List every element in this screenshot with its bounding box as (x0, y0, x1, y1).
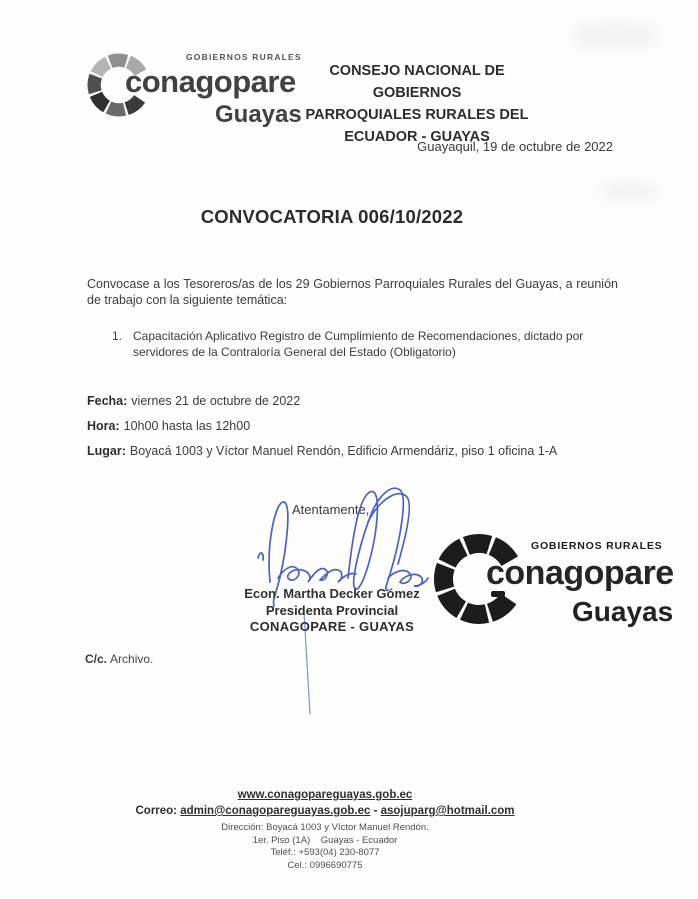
cc-label: C/c. (85, 652, 108, 666)
footer-phone: Teléf.: +593(04) 230-8077 (270, 847, 380, 858)
dateline: Guayaquil, 19 de octubre de 2022 (417, 139, 613, 154)
detail-hora (87, 419, 250, 433)
logo-region: Guayas (215, 101, 302, 128)
closing-salutation: Atentamente, (292, 502, 370, 517)
signer-name: Econ. Martha Decker Gómez (244, 586, 420, 601)
footer (60, 789, 590, 872)
stamp-wordmark: conagopare (486, 554, 674, 592)
org-title (288, 60, 546, 148)
signer-role: Presidenta Provincial (265, 603, 399, 618)
scan-smudge (570, 20, 660, 50)
logo-top-label: GOBIERNOS RURALES (186, 52, 302, 62)
detail-label: Hora: (87, 419, 120, 433)
list-item (112, 329, 582, 360)
footer-email-separator: - (370, 805, 381, 817)
footer-correo-line (60, 805, 590, 817)
footer-correo-label: Correo: (135, 805, 178, 817)
footer-address-1: Dirección: Boyacá 1003 y Víctor Manuel Rendón. (221, 822, 429, 833)
cc-value: Archivo. (110, 652, 154, 666)
footer-address-2: 1er. Piso (1A) Guayas - Ecuador (252, 834, 398, 846)
org-title-line: PARROQUIALES RURALES DEL (305, 107, 529, 123)
detail-label: Lugar: (87, 444, 126, 458)
detail-fecha (87, 394, 300, 408)
detail-value: viernes 21 de octubre de 2022 (131, 394, 301, 408)
cc-line (85, 652, 153, 666)
handwritten-signature (248, 482, 448, 720)
footer-email-1: admin@conagopareguayas.gob.ec (180, 805, 371, 817)
detail-lugar (87, 444, 557, 458)
footer-website: www.conagopareguayas.gob.ec (237, 789, 413, 801)
signer-organization: CONAGOPARE - GUAYAS (249, 619, 415, 634)
logo-wordmark: conagopare (125, 64, 296, 99)
document-title: CONVOCATORIA 006/10/2022 (200, 206, 464, 227)
detail-value: Boyacá 1003 y Víctor Manuel Rendón, Edificio Armendáriz, piso 1 oficina 1-A (129, 444, 558, 458)
scan-smudge (600, 180, 660, 202)
list-item-text: Capacitación Aplicativo Registro de Cumplimiento de Recomendaciones, dictado por servidores de la Contraloría General del Estado (Obligatorio) (133, 329, 584, 359)
org-title-line: CONSEJO NACIONAL DE GOBIERNOS (329, 63, 505, 101)
list-item-number: 1. (112, 329, 123, 343)
org-title-line: ECUADOR - GUAYAS (344, 129, 490, 145)
stamp-region: Guayas (572, 596, 674, 627)
footer-email-2: asojuparg@hotmail.com (380, 805, 515, 817)
intro-paragraph: Convocase a los Tesoreros/as de los 29 Gobiernos Parroquiales Rurales del Guayas, a reunión de trabajo con la siguiente temática: (87, 277, 618, 307)
stamp-top-label: GOBIERNOS RURALES (531, 540, 663, 552)
detail-value: 10h00 hasta las 12h00 (123, 419, 251, 433)
footer-cell: Cel.: 0996690775 (287, 859, 363, 871)
detail-label: Fecha: (87, 394, 128, 408)
